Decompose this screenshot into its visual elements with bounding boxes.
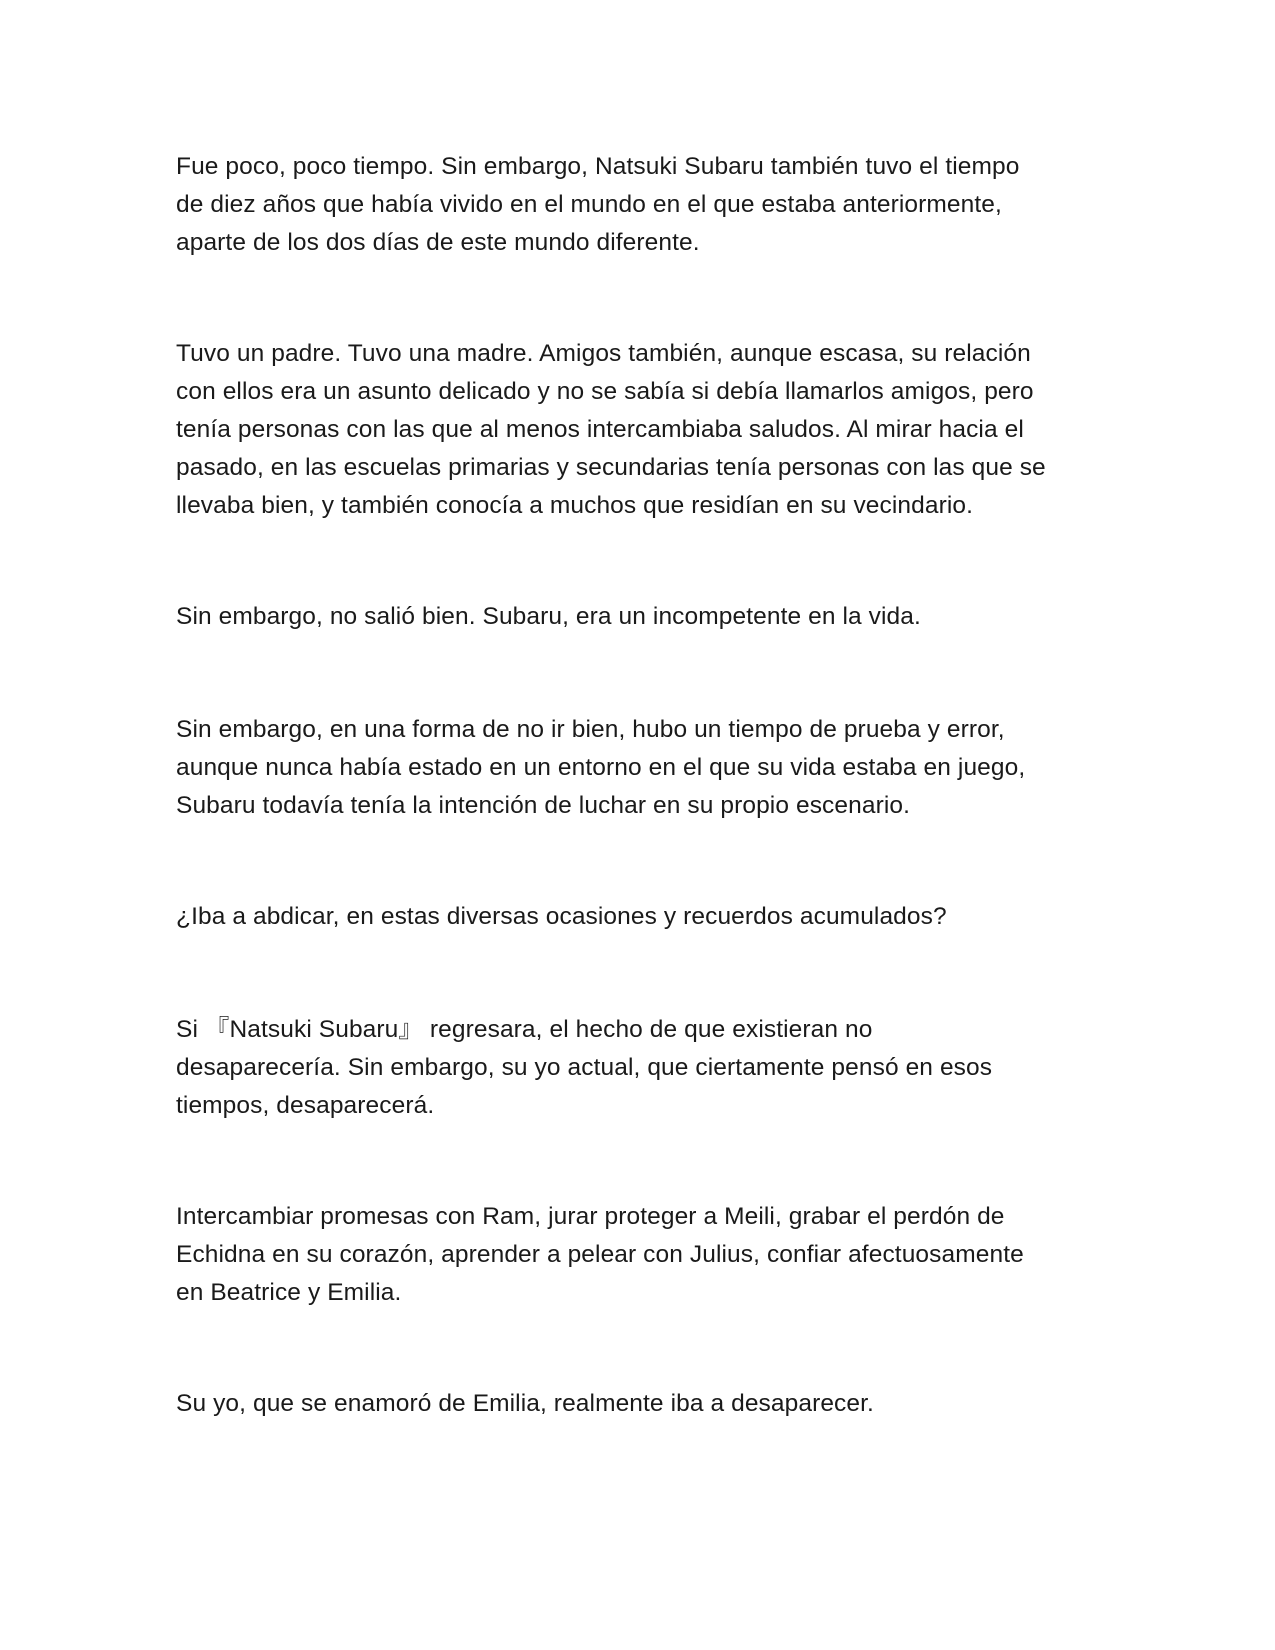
paragraph-6: Si 『Natsuki Subaru』 regresara, el hecho de que existieran no desaparecería. Sin embargo, su yo actual, que ciertamente pensó en esos tiempos, desaparecerá. — [176, 1016, 993, 1119]
paragraph-7: Intercambiar promesas con Ram, jurar proteger a Meili, grabar el perdón de Echidna en su corazón, aprender a pelear con Julius, confiar afectuosamente en Beatrice y Emilia. — [176, 1203, 1024, 1306]
paragraph-4: Sin embargo, en una forma de no ir bien, hubo un tiempo de prueba y error, aunque nunca había estado en un entorno en el que su vida estaba en juego, Subaru todavía tenía la intención de luchar en su propio escenario. — [176, 716, 1026, 819]
paragraph-5: ¿Iba a abdicar, en estas diversas ocasiones y recuerdos acumulados? — [176, 903, 947, 930]
paragraph-2: Tuvo un padre. Tuvo una madre. Amigos también, aunque escasa, su relación con ellos era un asunto delicado y no se sabía si debía llamarlos amigos, pero tenía personas con las que al menos intercambiaba saludos. Al mirar hacia el pasado, en las escuelas primarias y secundarias tenía personas con las que se llevaba bien, y también conocía a muchos que residían en su vecindario. — [176, 340, 1046, 519]
paragraph-8: Su yo, que se enamoró de Emilia, realmente iba a desaparecer. — [176, 1390, 874, 1417]
paragraph-3: Sin embargo, no salió bien. Subaru, era un incompetente en la vida. — [176, 603, 921, 630]
paragraph-1: Fue poco, poco tiempo. Sin embargo, Natsuki Subaru también tuvo el tiempo de diez años que había vivido en el mundo en el que estaba anteriormente, aparte de los dos días de este mundo diferente. — [176, 153, 1020, 256]
